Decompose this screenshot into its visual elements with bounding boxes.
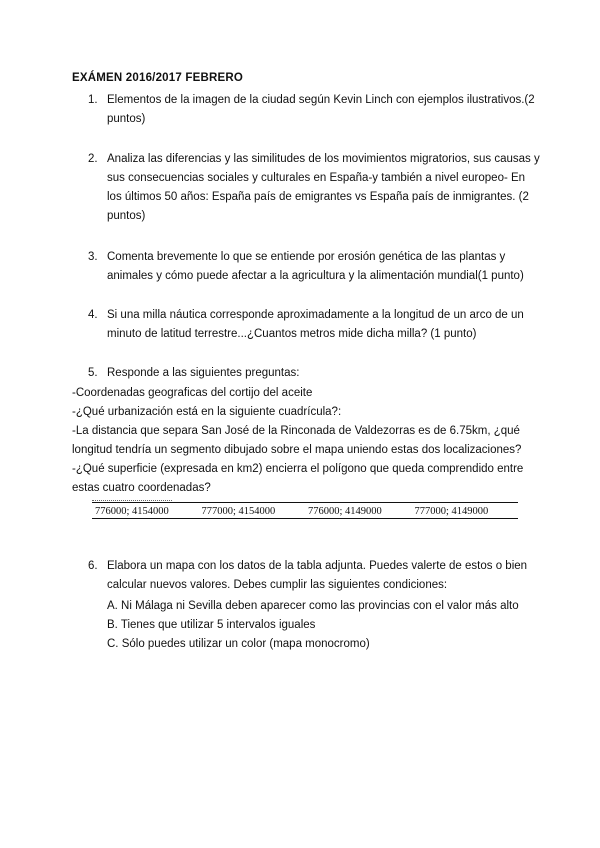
option-c: C. Sólo puedes utilizar un color (mapa monocromo) xyxy=(107,638,370,650)
q5-item: -¿Qué superficie (expresada en km2) encierra el polígono que queda comprendido entre xyxy=(72,463,524,475)
question-number: 3. xyxy=(88,251,98,263)
question-number: 2. xyxy=(88,153,98,165)
coord-cell: 776000; 4154000 xyxy=(92,503,199,519)
table-row xyxy=(92,503,518,519)
exam-title: EXÁMEN 2016/2017 FEBRERO xyxy=(72,72,243,84)
question-line: calcular nuevos valores. Debes cumplir las siguientes condiciones: xyxy=(107,579,448,591)
question-number: 1. xyxy=(88,94,98,106)
question-line: puntos) xyxy=(107,210,146,222)
question-number: 4. xyxy=(88,309,98,321)
question-number: 6. xyxy=(88,560,98,572)
q5-item: -Coordenadas geograficas del cortijo del aceite xyxy=(72,387,313,399)
q5-item: longitud tendría un segmento dibujado sobre el mapa uniendo estas dos localizaciones? xyxy=(72,444,522,456)
coord-cell: 776000; 4149000 xyxy=(305,503,412,519)
option-b: B. Tienes que utilizar 5 intervalos iguales xyxy=(107,619,316,631)
question-line: Elementos de la imagen de la ciudad según Kevin Linch con ejemplos ilustrativos.(2 xyxy=(107,94,535,106)
q5-item: -¿Qué urbanización está en la siguiente cuadrícula?: xyxy=(72,406,342,418)
question-number: 5. xyxy=(88,367,98,379)
coord-cell: 777000; 4154000 xyxy=(199,503,306,519)
coordinates-table xyxy=(92,502,518,519)
question-line: Analiza las diferencias y las similitudes de los movimientos migratorios, sus causas y xyxy=(107,153,540,165)
q5-item: estas cuatro coordenadas? xyxy=(72,482,211,494)
question-line: puntos) xyxy=(107,113,146,125)
question-line: Responde a las siguientes preguntas: xyxy=(107,367,300,379)
question-line: sus consecuencias sociales y culturales en España-y también a nivel europeo- En xyxy=(107,172,526,184)
q5-item: -La distancia que separa San José de la Rinconada de Valdezorras es de 6.75km, ¿qué xyxy=(72,425,520,437)
question-line: los últimos 50 años: España país de emigrantes vs España país de inmigrantes. (2 xyxy=(107,191,529,203)
question-line: Comenta brevemente lo que se entiende por erosión genética de las plantas y xyxy=(107,251,506,263)
question-line: Si una milla náutica corresponde aproximadamente a la longitud de un arco de un xyxy=(107,309,524,321)
question-line: Elabora un mapa con los datos de la tabla adjunta. Puedes valerte de estos o bien xyxy=(107,560,528,572)
question-line: minuto de latitud terrestre...¿Cuantos metros mide dicha milla? (1 punto) xyxy=(107,328,477,340)
coord-cell: 777000; 4149000 xyxy=(412,503,519,519)
question-line: animales y cómo puede afectar a la agricultura y la alimentación mundial(1 punto) xyxy=(107,270,524,282)
option-a: A. Ni Málaga ni Sevilla deben aparecer como las provincias con el valor más alto xyxy=(107,600,519,612)
